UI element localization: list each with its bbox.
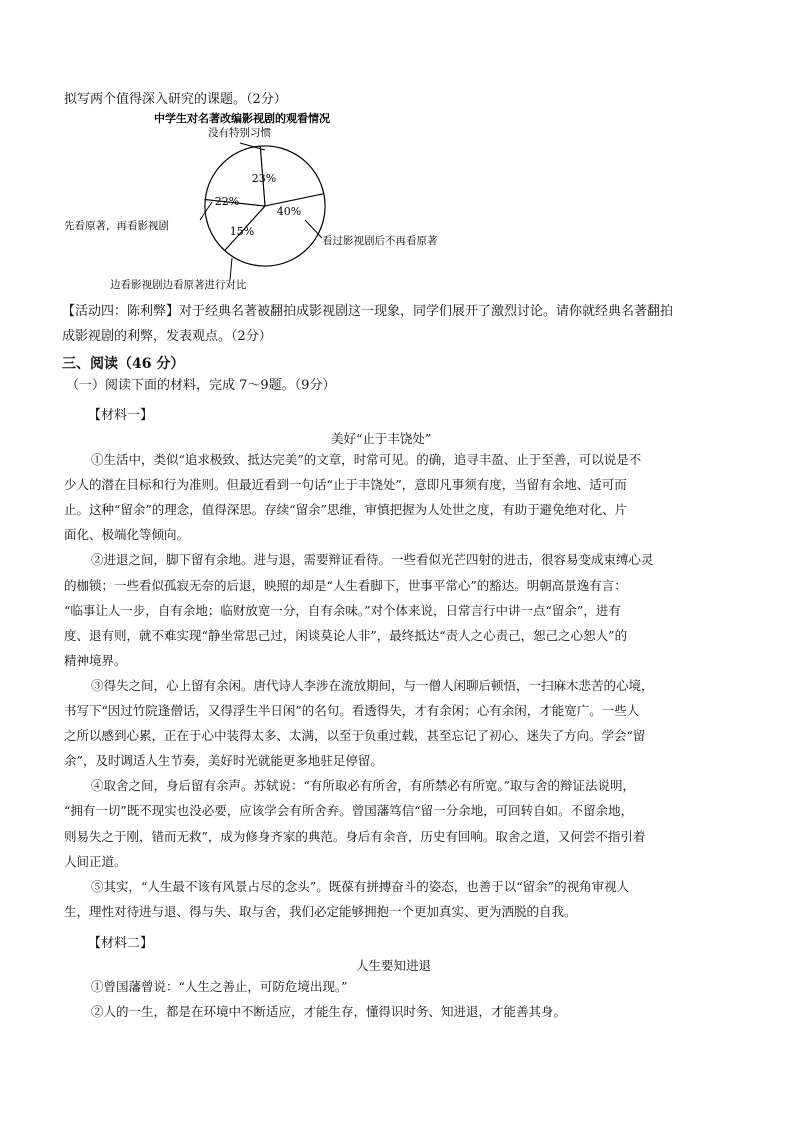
pie-slice-label-0: 23% <box>251 172 277 185</box>
pie-slice-label-2: 15% <box>229 225 255 238</box>
body-line: “拥有一切”既不现实也没必要，应该学会有所舍弃。曾国藩笃信“留一分余地，可回转自如。不留余地， <box>64 803 634 819</box>
body-line: ②人的一生，都是在环境中不断适应，才能生存，懂得识时务、知进退，才能善其身。 <box>91 1004 567 1019</box>
pie-slice-label-1: 40% <box>276 205 302 218</box>
body-line: 的枷锁；一些看似孤寂无奈的后退，映照的却是“人生看脚下，世事平常心”的豁达。明朝高景逸有言： <box>64 577 627 593</box>
body-line: “临事让人一步，自有余地；临财放宽一分，自有余味。”对个体来说，日常言行中讲一点“留余”，进有 <box>64 602 621 618</box>
intro-line: 拟写两个值得深入研究的课题。（2分） <box>64 92 287 107</box>
body-line: ①曾国藩曾说：“人生之善止，可防危境出现。” <box>91 979 348 994</box>
body-line: ②进退之间，脚下留有余地。进与退，需要辩证看待。一些看似光芒四射的进击，很容易变成束缚心灵 <box>91 552 654 568</box>
body-line: 精神境界。 <box>64 652 127 668</box>
body-line: 余”，及时调适人生节奏，美好时光就能更多地驻足停留。 <box>64 753 383 769</box>
body-line: 度、退有则，就不难实现“静坐常思己过，闲谈莫论人非”，最终抵达“责人之心责己，恕己之心恕人”的 <box>64 627 628 643</box>
material1-title: 美好“止于丰饶处” <box>331 431 432 446</box>
pie-category-label-3: 先看原著，再看影视剧 <box>64 220 169 232</box>
material2-label: 【材料二】 <box>88 936 154 951</box>
pie-category-label-0: 没有特别习惯 <box>208 127 271 139</box>
body-line: 止。这种“留余”的理念，值得深思。存续“留余”思维，审慎把握为人处世之度，有助于避免绝对化、片 <box>64 502 628 518</box>
body-line: ①生活中，类似“追求极致、抵达完美”的文章，时常可见。的确，追寻丰盈、止于至善，可以说是不 <box>91 452 642 467</box>
body-line: 书写下“因过竹院逢僧话，又得浮生半日闲”的名句。看透得失，才有余闲；心有余闲，才能宽广。一些人 <box>64 703 640 718</box>
activity4-line2: 成影视剧的利弊，发表观点。（2分） <box>62 329 272 344</box>
pie-chart <box>60 108 460 294</box>
pie-leader-2 <box>230 258 232 280</box>
body-line: 少人的潜在目标和行为准则。但最近看到一句话“止于丰饶处”，意即凡事须有度，当留有余地、适可而 <box>64 477 627 493</box>
body-line: 生，理性对待进与退、得与失、取与舍，我们必定能够拥抱一个更加真实、更为洒脱的自我。 <box>64 903 577 919</box>
body-line: ④取舍之间，身后留有余声。苏轼说：“有所取必有所舍，有所禁必有所宽。”取与舍的辩证法说明， <box>91 778 636 794</box>
chart-title: 中学生对名著改编影视剧的观看情况 <box>154 112 330 125</box>
body-line: 则易失之于刚，错而无救”，成为修身齐家的典范。身后有余音，历史有回响。取舍之道，又何尝不指引着 <box>64 828 646 844</box>
body-line: ⑤其实，“人生最不该有风景占尽的念头”。既葆有拼搏奋斗的姿态，也善于以“留余”的视角审视人 <box>91 878 630 894</box>
section3-heading: 三、阅读（46 分） <box>62 356 185 372</box>
material1-label: 【材料一】 <box>88 408 154 423</box>
material2-title: 人生要知进退 <box>356 958 432 973</box>
body-line: ③得失之间，心上留有余闲。唐代诗人李涉在流放期间，与一僧人闲聊后顿悟，一扫麻木悲苦的心境， <box>91 677 654 693</box>
pie-category-label-2: 边看影视剧边看原著进行对比 <box>110 279 247 291</box>
body-line: 之所以感到心累，正在于心中装得太多、太满，以至于负重过载，甚至忘记了初心、迷失了方向。学会“留 <box>64 728 646 744</box>
pie-slice-label-3: 22% <box>214 195 240 208</box>
section3-part1: （一）阅读下面的材料，完成 7～9题。（9分） <box>66 378 336 393</box>
body-line: 面化、极端化等倾向。 <box>64 527 190 543</box>
activity4-line1: 【活动四：陈利弊】对于经典名著被翻拍成影视剧这一现象，同学们展开了激烈讨论。请你就经典名著翻拍 <box>62 304 674 319</box>
body-line: 人间正道。 <box>64 853 127 869</box>
pie-category-label-1: 看过影视剧后不再看原著 <box>322 235 438 247</box>
